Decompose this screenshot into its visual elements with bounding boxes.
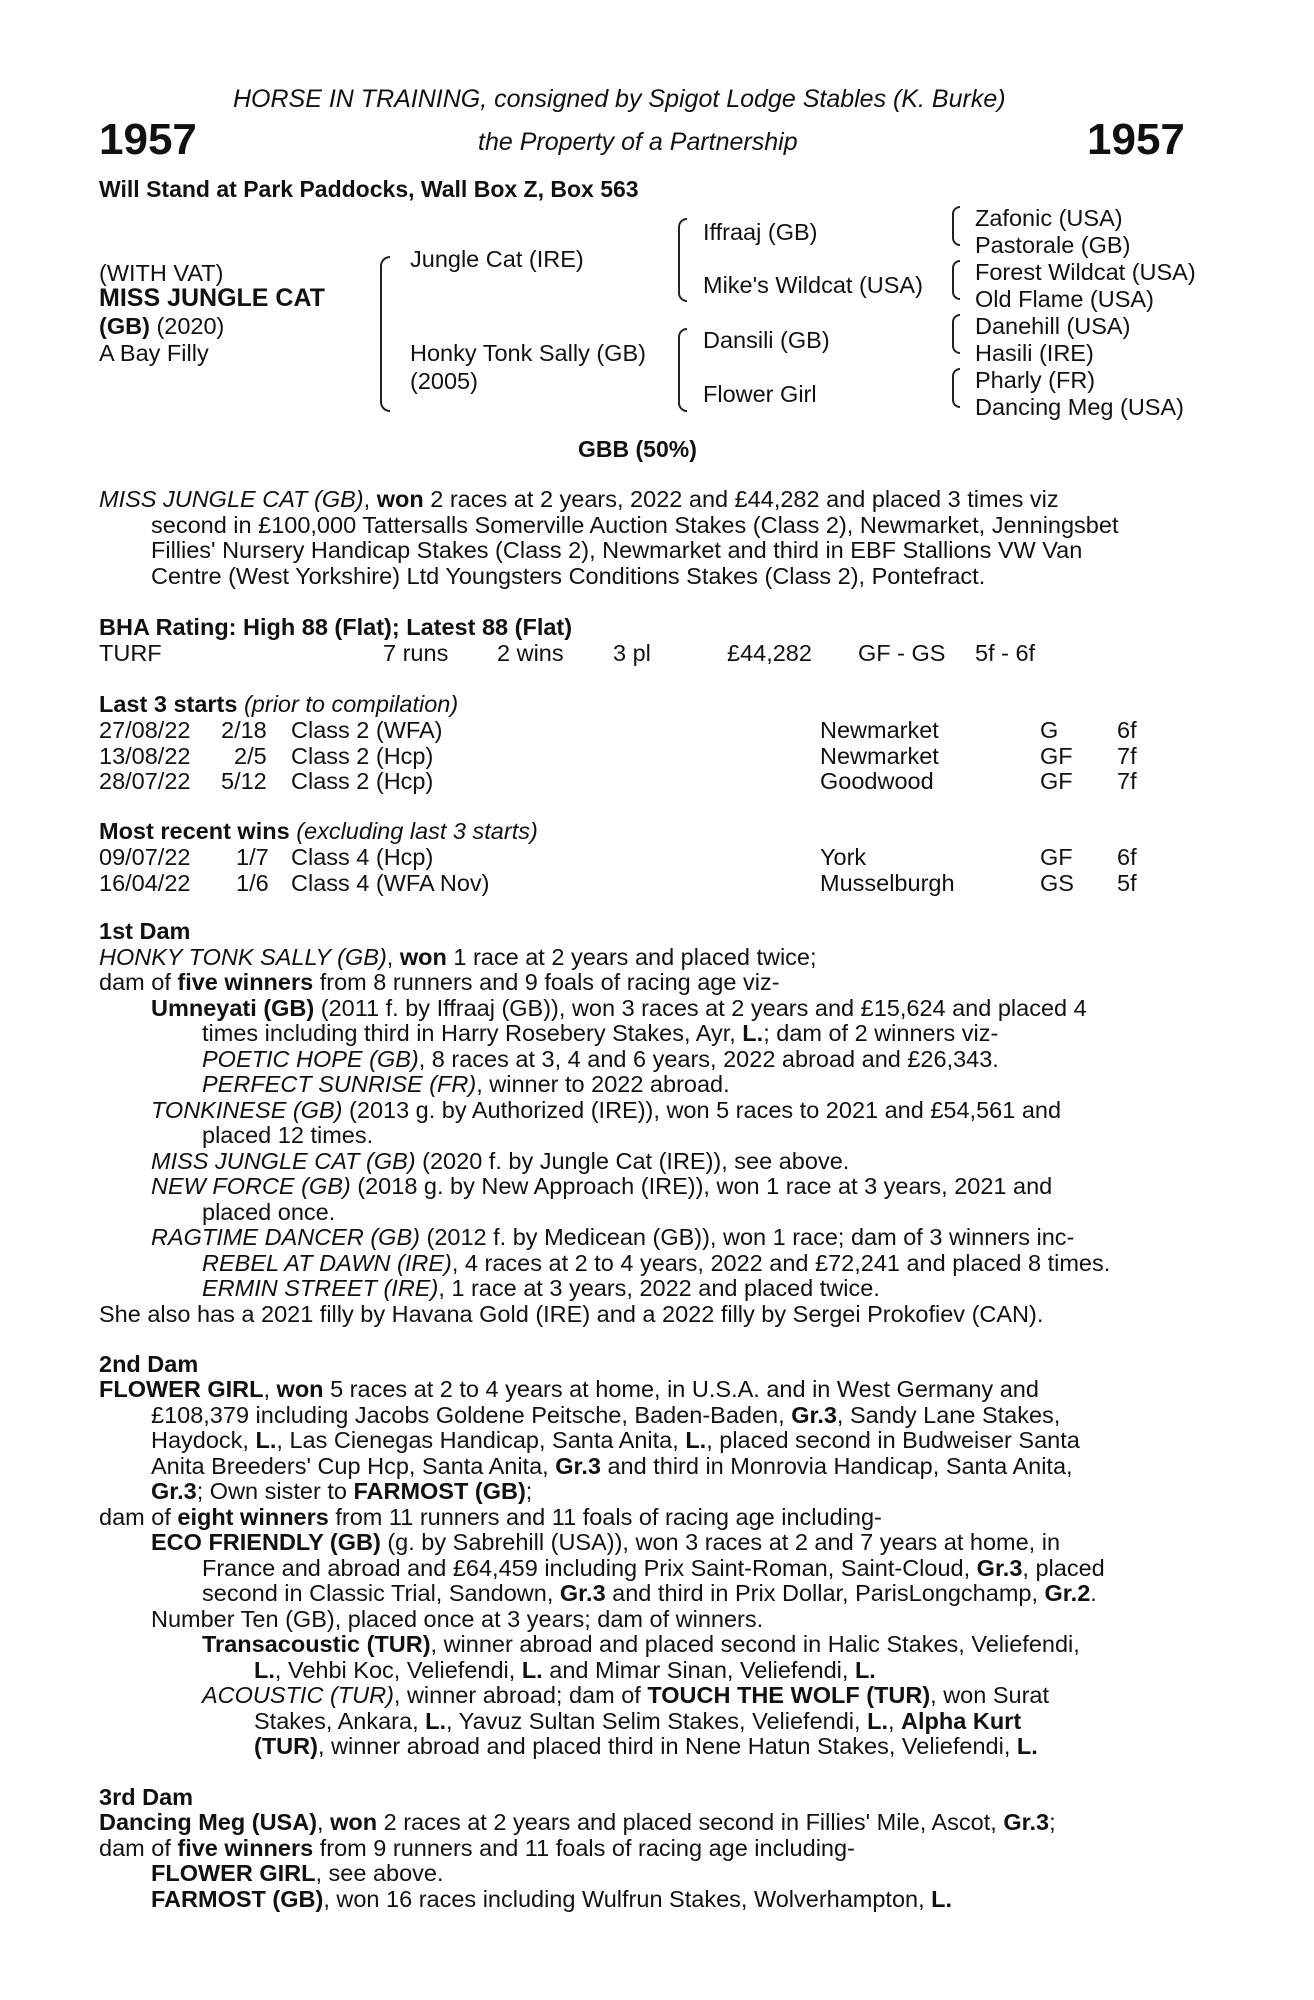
row-course: Newmarket	[820, 717, 939, 743]
fg-text: , Las Cienegas Handicap, Santa Anita,	[276, 1427, 679, 1453]
dam3-farmost-name: FARMOST (GB)	[151, 1886, 324, 1912]
acoustic-text: , winner abroad; dam of	[393, 1682, 641, 1708]
eco-line-2	[202, 1557, 1105, 1581]
rating-wins: 2 wins	[497, 640, 564, 666]
rating-going: GF - GS	[858, 640, 946, 666]
mjc-record: (2020 f. by Jungle Cat (IRE)), see above.	[422, 1148, 850, 1174]
tonkinese-line-1	[151, 1099, 1061, 1123]
alpha-kurt-country: (TUR)	[254, 1733, 318, 1759]
poetic-hope-record: , 8 races at 3, 4 and 6 years, 2022 abroad and £26,343.	[418, 1046, 999, 1072]
perfect-sunrise-line	[202, 1073, 730, 1097]
listed-marker: L.	[1016, 1733, 1038, 1759]
acoustic-text: , Yavuz Sultan Selim Stakes, Veliefendi,	[446, 1708, 861, 1734]
dam1-record: 1 race at 2 years and placed twice;	[453, 944, 817, 970]
trans-text: and Mimar Sinan, Veliefendi,	[549, 1657, 849, 1683]
fg-text: and third in Monrovia Handicap, Santa Anita,	[607, 1453, 1073, 1479]
flower-girl-line-5	[151, 1480, 532, 1504]
flower-girl-line-2	[151, 1404, 1060, 1428]
pedigree-dam: Honky Tonk Sally (GB)	[410, 340, 646, 366]
eco-text: .	[1090, 1580, 1097, 1606]
fg-text: £108,379 including Jacobs Goldene Peitsche, Baden-Baden,	[151, 1402, 785, 1428]
transacoustic-name: Transacoustic (TUR)	[202, 1631, 431, 1657]
eco-text: France and abroad and £64,459 including Prix Saint-Roman, Saint-Cloud,	[202, 1555, 971, 1581]
pedigree-dss: Danehill (USA)	[975, 313, 1131, 339]
summary-horse-name: MISS JUNGLE CAT (GB)	[99, 486, 364, 512]
last3-heading	[99, 693, 458, 717]
vat-note: (WITH VAT)	[99, 260, 224, 286]
dam1-title: 1st Dam	[99, 918, 191, 944]
dancing-meg-name: Dancing Meg (USA)	[99, 1809, 318, 1835]
mjc-name: MISS JUNGLE CAT (GB)	[151, 1148, 416, 1174]
row-distance: 6f	[1117, 844, 1137, 870]
transacoustic-line-1	[202, 1633, 1080, 1657]
acoustic-name: ACOUSTIC (TUR)	[202, 1682, 394, 1708]
umneyati-name: Umneyati (GB)	[151, 995, 315, 1021]
row-race: Class 2 (Hcp)	[291, 743, 434, 769]
perfect-sunrise-record: , winner to 2022 abroad.	[476, 1071, 730, 1097]
eco-record: (g. by Sabrehill (USA)), won 3 races at 2 and 7 years at home, in	[387, 1529, 1061, 1555]
row-course: Goodwood	[820, 768, 934, 794]
eco-line-3	[202, 1582, 1097, 1606]
brace-generation-1	[380, 256, 390, 412]
eco-text: second in Classic Trial, Sandown,	[202, 1580, 554, 1606]
summary-line-1: MISS JUNGLE CAT (GB), won 2 races at 2 years, 2022 and £44,282 and placed 3 times viz	[99, 486, 1059, 512]
row-date: 27/08/22	[99, 717, 191, 743]
rating-placed: 3 pl	[613, 640, 651, 666]
summary-line-2: second in £100,000 Tattersalls Somerville Auction Stakes (Class 2), Newmarket, Jenningsbet	[151, 512, 1119, 538]
row-going: GF	[1040, 768, 1073, 794]
transacoustic-line-2	[254, 1659, 876, 1683]
header-consignor: HORSE IN TRAINING, consigned by Spigot Lodge Stables (K. Burke)	[233, 85, 1006, 113]
new-force-line-2: placed once.	[202, 1199, 336, 1225]
rebel-name: REBEL AT DAWN (IRE)	[202, 1250, 452, 1276]
fg-text: Anita Breeders' Cup Hcp, Santa Anita,	[151, 1453, 549, 1479]
dancing-meg-won: won	[330, 1809, 378, 1835]
row-going: GF	[1040, 844, 1073, 870]
group-marker: Gr.3	[791, 1402, 837, 1428]
dam1-won: won	[399, 944, 447, 970]
row-position: 2/5	[234, 743, 267, 769]
pedigree-ds: Dansili (GB)	[703, 327, 830, 353]
listed-marker: L.	[742, 1020, 764, 1046]
transacoustic-record: , winner abroad and placed second in Halic Stakes, Veliefendi,	[430, 1631, 1080, 1657]
dam3-farmost-text: , won 16 races including Wulfrun Stakes, Wolverhampton,	[323, 1886, 925, 1912]
dam3-dam-of: dam of	[99, 1835, 171, 1861]
row-course: Newmarket	[820, 743, 939, 769]
summary-line-4: Centre (West Yorkshire) Ltd Youngsters Conditions Stakes (Class 2), Pontefract.	[151, 563, 986, 589]
new-force-line-1	[151, 1175, 1052, 1199]
umneyati-text-a: times including third in Harry Rosebery Stakes, Ayr,	[202, 1020, 736, 1046]
umneyati-line-2	[202, 1022, 998, 1046]
row-race: Class 2 (Hcp)	[291, 768, 434, 794]
ermin-name: ERMIN STREET (IRE)	[202, 1275, 439, 1301]
poetic-hope-name: POETIC HOPE (GB)	[202, 1046, 419, 1072]
row-date: 09/07/22	[99, 844, 191, 870]
dam1-also: She also has a 2021 filly by Havana Gold (IRE) and a 2022 filly by Sergei Prokofiev (CAN).	[99, 1301, 1044, 1327]
row-position: 5/12	[221, 768, 267, 794]
row-going: GS	[1040, 870, 1074, 896]
group-marker: Gr.3	[1003, 1809, 1050, 1835]
brace-ss	[952, 206, 960, 246]
brace-dam-side	[678, 328, 687, 412]
eco-text: , placed	[1022, 1555, 1105, 1581]
perfect-sunrise-name: PERFECT SUNRISE (FR)	[202, 1071, 477, 1097]
pedigree-dd: Flower Girl	[703, 381, 817, 407]
fg-text: , placed second in Budweiser Santa	[706, 1427, 1080, 1453]
ragtime-line	[151, 1226, 1074, 1250]
listed-marker: L.	[255, 1427, 277, 1453]
row-course: Musselburgh	[820, 870, 955, 896]
horse-name: MISS JUNGLE CAT	[99, 284, 325, 312]
dam3-flower-girl-text: , see above.	[315, 1860, 444, 1886]
mjc-line	[151, 1150, 849, 1174]
row-distance: 5f	[1117, 870, 1137, 896]
tonkinese-line-2: placed 12 times.	[202, 1122, 374, 1148]
lot-number-left: 1957	[99, 115, 197, 164]
dancing-meg-record: 2 races at 2 years and placed second in Fillies' Mile, Ascot,	[383, 1809, 997, 1835]
ragtime-record: (2012 f. by Medicean (GB)), won 1 race; dam of 3 winners inc-	[426, 1224, 1075, 1250]
row-date: 16/04/22	[99, 870, 191, 896]
fg-text: , Sandy Lane Stakes,	[836, 1402, 1061, 1428]
acoustic-text: , winner abroad and placed third in Nene Hatun Stakes, Veliefendi,	[317, 1733, 1011, 1759]
rating-distance: 5f - 6f	[975, 640, 1036, 666]
row-going: G	[1040, 717, 1059, 743]
umneyati-record: (2011 f. by Iffraaj (GB)), won 3 races at 2 years and £15,624 and placed 4	[320, 995, 1087, 1021]
flower-girl-line-1: FLOWER GIRL, won 5 races at 2 to 4 years at home, in U.S.A. and in West Germany and	[99, 1376, 1039, 1402]
row-race: Class 2 (WFA)	[291, 717, 443, 743]
dam3-produce-line	[99, 1837, 855, 1861]
dam3-foals: from 9 runners and 11 foals of racing age including-	[319, 1835, 855, 1861]
row-distance: 7f	[1117, 743, 1137, 769]
horse-year: (2020)	[156, 313, 225, 339]
acoustic-line-2	[254, 1710, 1021, 1734]
recent-note: (excluding last 3 starts)	[296, 818, 538, 844]
alpha-kurt-name: Alpha Kurt	[901, 1708, 1022, 1734]
ermin-line	[202, 1277, 880, 1301]
row-date: 13/08/22	[99, 743, 191, 769]
row-date: 28/07/22	[99, 768, 191, 794]
group-marker: Gr.3	[976, 1555, 1023, 1581]
rating-earnings: £44,282	[727, 640, 812, 666]
listed-marker: L.	[867, 1708, 888, 1734]
brace-sd	[952, 260, 960, 300]
pedigree-dam-year: (2005)	[410, 368, 478, 394]
tonkinese-record: (2013 g. by Authorized (IRE)), won 5 races to 2021 and £54,561 and	[349, 1097, 1062, 1123]
horse-country: (GB)	[99, 313, 150, 339]
row-course: York	[820, 844, 867, 870]
rating-surface: TURF	[99, 640, 162, 666]
dam1-line-1: HONKY TONK SALLY (GB), won 1 race at 2 years and placed twice;	[99, 944, 817, 970]
rebel-record: , 4 races at 2 to 4 years, 2022 and £72,241 and placed 8 times.	[451, 1250, 1111, 1276]
row-race: Class 4 (WFA Nov)	[291, 870, 490, 896]
dam3-title: 3rd Dam	[99, 1784, 194, 1810]
acoustic-line-3	[254, 1735, 1038, 1759]
dam1-foals: from 8 runners and 9 foals of racing age viz-	[319, 969, 780, 995]
last3-note: (prior to compilation)	[243, 691, 459, 717]
acoustic-line-1	[202, 1684, 1049, 1708]
pedigree-sds: Forest Wildcat (USA)	[975, 259, 1196, 285]
dancing-meg-line: Dancing Meg (USA), won 2 races at 2 years and placed second in Fillies' Mile, Ascot, Gr.3;	[99, 1809, 1056, 1835]
row-going: GF	[1040, 743, 1073, 769]
new-force-record: (2018 g. by New Approach (IRE)), won 1 race at 3 years, 2021 and	[357, 1173, 1053, 1199]
dam1-name: HONKY TONK SALLY (GB)	[99, 944, 387, 970]
poetic-hope-line	[202, 1048, 999, 1072]
recent-title: Most recent wins	[99, 818, 290, 844]
eco-name: ECO FRIENDLY (GB)	[151, 1529, 381, 1555]
flower-girl-text-1: 5 races at 2 to 4 years at home, in U.S.A. and in West Germany and	[330, 1376, 1039, 1402]
dam2-foals: from 11 runners and 11 foals of racing age including-	[335, 1504, 882, 1530]
last3-title: Last 3 starts	[99, 691, 238, 717]
dancing-meg-end: ;	[1049, 1809, 1056, 1835]
rebel-line	[202, 1252, 1110, 1276]
flower-girl-won: won	[276, 1376, 324, 1402]
umneyati-line-1	[151, 997, 1087, 1021]
pedigree-sss: Zafonic (USA)	[975, 205, 1123, 231]
row-position: 1/6	[236, 870, 269, 896]
listed-marker: L.	[425, 1708, 447, 1734]
pedigree-dsd: Hasili (IRE)	[975, 340, 1094, 366]
summary-won: won	[376, 486, 424, 512]
fg-text: Haydock,	[151, 1427, 249, 1453]
group-marker: Gr.3	[555, 1453, 601, 1479]
listed-marker: L.	[854, 1657, 876, 1683]
flower-girl-line-4	[151, 1455, 1073, 1479]
acoustic-text: Stakes, Ankara,	[254, 1708, 419, 1734]
ragtime-name: RAGTIME DANCER (GB)	[151, 1224, 420, 1250]
dam2-produce-line	[99, 1506, 882, 1530]
fg-text: ; Own sister to	[196, 1478, 347, 1504]
listed-marker: L.	[254, 1657, 275, 1683]
flower-girl-line-3	[151, 1429, 1080, 1453]
pedigree-sdd: Old Flame (USA)	[975, 286, 1154, 312]
acoustic-text: , won Surat	[930, 1682, 1050, 1708]
eco-text: and third in Prix Dollar, ParisLongchamp,	[612, 1580, 1038, 1606]
dam2-title: 2nd Dam	[99, 1351, 199, 1377]
recent-heading	[99, 820, 538, 844]
flower-girl-name: FLOWER GIRL	[99, 1376, 264, 1402]
pedigree-dds: Pharly (FR)	[975, 367, 1096, 393]
dam1-winners-count: five winners	[177, 969, 314, 995]
dam3-flower-girl-name: FLOWER GIRL	[151, 1860, 316, 1886]
row-distance: 6f	[1117, 717, 1137, 743]
dam3-winners-count: five winners	[177, 1835, 314, 1861]
umneyati-text-b: ; dam of 2 winners viz-	[763, 1020, 999, 1046]
pedigree-ssd: Pastorale (GB)	[975, 232, 1131, 258]
row-race: Class 4 (Hcp)	[291, 844, 434, 870]
dam2-dam-of: dam of	[99, 1504, 171, 1530]
farmost-name: FARMOST (GB)	[353, 1478, 526, 1504]
breed-line: GBB (50%)	[578, 436, 697, 462]
brace-ds	[952, 314, 960, 354]
stand-location: Will Stand at Park Paddocks, Wall Box Z, Box 563	[99, 176, 639, 202]
tonkinese-name: TONKINESE (GB)	[151, 1097, 343, 1123]
horse-description: A Bay Filly	[99, 340, 209, 366]
listed-marker: L.	[521, 1657, 543, 1683]
fg-text: ;	[525, 1478, 533, 1504]
brace-dd	[952, 368, 960, 408]
row-distance: 7f	[1117, 768, 1137, 794]
lot-number-right: 1957	[1087, 115, 1185, 164]
header-owner: the Property of a Partnership	[478, 128, 798, 156]
dam1-dam-of: dam of	[99, 969, 171, 995]
listed-marker: L.	[931, 1886, 953, 1912]
summary-text-1: 2 races at 2 years, 2022 and £44,282 and placed 3 times viz	[430, 486, 1059, 512]
row-position: 1/7	[236, 844, 269, 870]
brace-sire-side	[678, 218, 687, 302]
pedigree-sd: Mike's Wildcat (USA)	[703, 272, 923, 298]
pedigree-ddd: Dancing Meg (USA)	[975, 394, 1184, 420]
trans-text: , Vehbi Koc, Veliefendi,	[274, 1657, 516, 1683]
horse-country-year	[99, 315, 224, 339]
group-marker: Gr.2	[1044, 1580, 1091, 1606]
touch-the-wolf-name: TOUCH THE WOLF (TUR)	[647, 1682, 931, 1708]
rating-runs: 7 runs	[383, 640, 449, 666]
listed-marker: L.	[685, 1427, 707, 1453]
acoustic-text: ,	[887, 1708, 895, 1734]
eco-line-1	[151, 1531, 1060, 1555]
bha-rating: BHA Rating: High 88 (Flat); Latest 88 (Flat)	[99, 614, 573, 640]
group-marker: Gr.3	[151, 1478, 197, 1504]
dam1-line-2	[99, 971, 780, 995]
dam2-winners-count: eight winners	[177, 1504, 329, 1530]
new-force-name: NEW FORCE (GB)	[151, 1173, 351, 1199]
dam3-flower-girl-line	[151, 1862, 444, 1886]
pedigree-sire: Jungle Cat (IRE)	[410, 246, 584, 272]
row-position: 2/18	[221, 717, 267, 743]
group-marker: Gr.3	[559, 1580, 606, 1606]
summary-line-3: Fillies' Nursery Handicap Stakes (Class 2), Newmarket and third in EBF Stallions VW Van	[151, 537, 1083, 563]
number-ten-line: Number Ten (GB), placed once at 3 years; dam of winners.	[151, 1606, 764, 1632]
dam3-farmost-line	[151, 1888, 952, 1912]
ermin-record: , 1 race at 3 years, 2022 and placed twice.	[438, 1275, 880, 1301]
pedigree-ss: Iffraaj (GB)	[703, 219, 818, 245]
